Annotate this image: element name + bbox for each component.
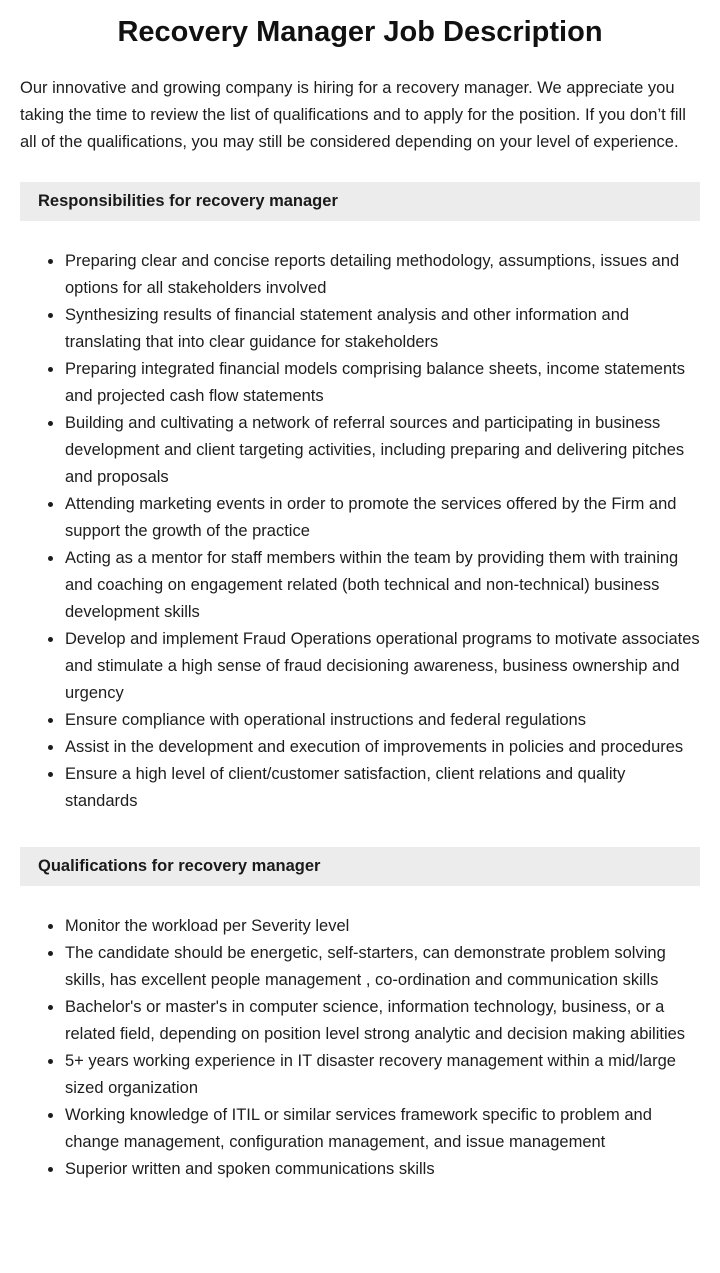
section-heading [20, 847, 700, 886]
list-item: • Synthesizing results of financial statement analysis and other information and translating that into clear guidance for stakeholders [64, 302, 700, 356]
intro-paragraph: Our innovative and growing company is hiring for a recovery manager. We appreciate you taking the time to review the list of qualifications and to apply for the position. If you don’t fill all of the qualifications, you may still be considered depending on your level of experience. [20, 79, 686, 151]
list-item: • Preparing integrated financial models comprising balance sheets, income statements and projected cash flow statements [64, 356, 700, 410]
bullet-list [20, 913, 700, 1183]
list-item: • Working knowledge of ITIL or similar services framework specific to problem and change management, configuration management, and issue management [64, 1102, 700, 1156]
list-item: • Ensure a high level of client/customer satisfaction, client relations and quality standards [64, 761, 700, 815]
page-title: Recovery Manager Job Description [117, 16, 603, 48]
list-item: • Superior written and spoken communications skills [64, 1156, 700, 1183]
sections-container [20, 182, 700, 1183]
list-item: • Develop and implement Fraud Operations operational programs to motivate associates and stimulate a high sense of fraud decisioning awareness, business ownership and urgency [64, 626, 700, 707]
list-item: • Preparing clear and concise reports detailing methodology, assumptions, issues and options for all stakeholders involved [64, 248, 700, 302]
job-section [20, 182, 700, 815]
job-section [20, 847, 700, 1183]
list-item: • Monitor the workload per Severity level [64, 913, 700, 940]
bullet-list [20, 248, 700, 815]
section-heading-text: Responsibilities for recovery manager [38, 192, 338, 210]
section-heading [20, 182, 700, 221]
list-item: • Ensure compliance with operational instructions and federal regulations [64, 707, 700, 734]
list-item: • 5+ years working experience in IT disaster recovery management within a mid/large sized organization [64, 1048, 700, 1102]
list-item: • Building and cultivating a network of referral sources and participating in business development and client targeting activities, including preparing and delivering pitches and proposals [64, 410, 700, 491]
list-item: • Acting as a mentor for staff members within the team by providing them with training and coaching on engagement related (both technical and non-technical) business development skills [64, 545, 700, 626]
list-item: • Assist in the development and execution of improvements in policies and procedures [64, 734, 700, 761]
list-item: • Attending marketing events in order to promote the services offered by the Firm and support the growth of the practice [64, 491, 700, 545]
section-heading-text: Qualifications for recovery manager [38, 857, 321, 875]
list-item: • The candidate should be energetic, self-starters, can demonstrate problem solving skills, has excellent people management , co-ordination and communication skills [64, 940, 700, 994]
list-item: • Bachelor's or master's in computer science, information technology, business, or a related field, depending on position level strong analytic and decision making abilities [64, 994, 700, 1048]
